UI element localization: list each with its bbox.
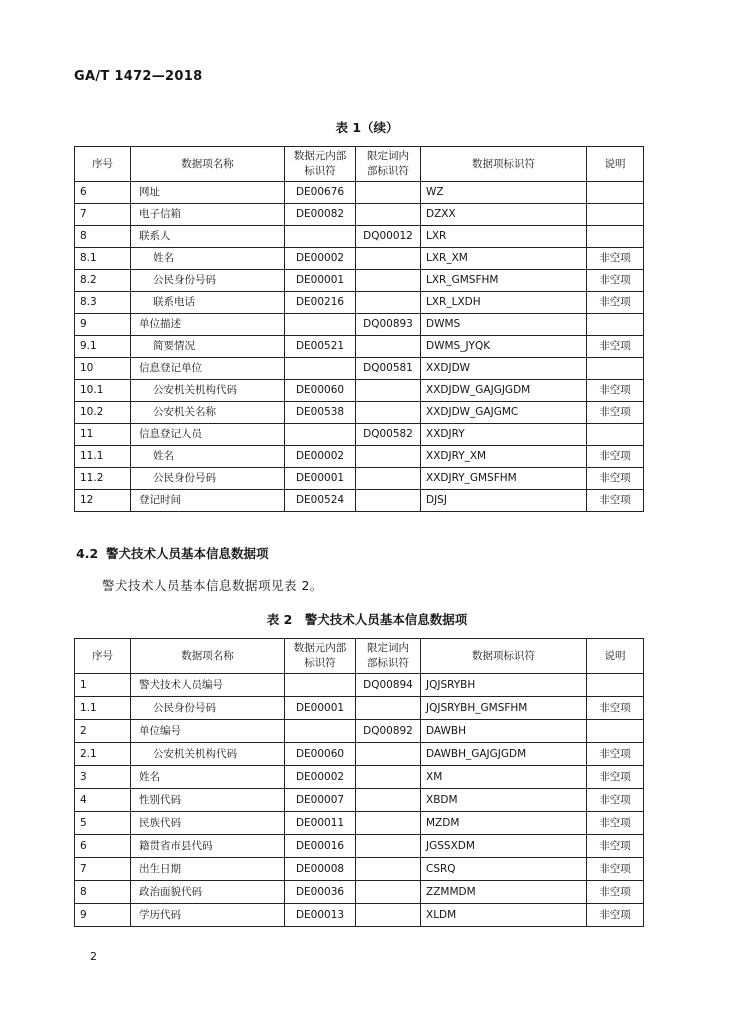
cell-name: 性别代码 xyxy=(131,789,285,812)
cell-dq-id xyxy=(356,812,421,835)
cell-de-id: DE00082 xyxy=(285,204,356,226)
cell-note: 非空项 xyxy=(587,697,644,720)
cell-de-id xyxy=(285,314,356,336)
cell-de-id: DE00013 xyxy=(285,904,356,927)
cell-seq: 11 xyxy=(75,424,131,446)
cell-seq: 8 xyxy=(75,881,131,904)
cell-de-id xyxy=(285,226,356,248)
cell-seq: 8.3 xyxy=(75,292,131,314)
table-row xyxy=(75,812,644,835)
cell-de-id: DE00008 xyxy=(285,858,356,881)
cell-de-id xyxy=(285,674,356,697)
cell-name: 联系人 xyxy=(131,226,285,248)
cell-note: 非空项 xyxy=(587,292,644,314)
cell-dq-id xyxy=(356,858,421,881)
cell-dq-id xyxy=(356,270,421,292)
cell-name: 姓名 xyxy=(131,766,285,789)
cell-note xyxy=(587,674,644,697)
cell-item-id: MZDM xyxy=(421,812,587,835)
cell-dq-id xyxy=(356,292,421,314)
cell-dq-id xyxy=(356,743,421,766)
header-dq: 限定词内 部标识符 xyxy=(356,147,421,182)
cell-seq: 2.1 xyxy=(75,743,131,766)
table-header-row xyxy=(75,147,644,182)
cell-item-id: DAWBH_GAJGJGDM xyxy=(421,743,587,766)
cell-de-id: DE00016 xyxy=(285,835,356,858)
cell-name: 政治面貌代码 xyxy=(131,881,285,904)
section-heading xyxy=(76,544,269,562)
section-number: 4.2 xyxy=(76,546,99,561)
table-row xyxy=(75,674,644,697)
cell-seq: 7 xyxy=(75,858,131,881)
cell-note: 非空项 xyxy=(587,904,644,927)
cell-de-id: DE00002 xyxy=(285,766,356,789)
cell-dq-id xyxy=(356,380,421,402)
cell-item-id: DJSJ xyxy=(421,490,587,512)
cell-dq-id xyxy=(356,490,421,512)
cell-dq-id xyxy=(356,835,421,858)
cell-name: 警犬技术人员编号 xyxy=(131,674,285,697)
cell-seq: 10.1 xyxy=(75,380,131,402)
cell-item-id: JQJSRYBH xyxy=(421,674,587,697)
header-seq: 序号 xyxy=(75,639,131,674)
table2 xyxy=(74,638,644,927)
table-row xyxy=(75,358,644,380)
cell-item-id: JGSSXDM xyxy=(421,835,587,858)
table-row xyxy=(75,468,644,490)
cell-note: 非空项 xyxy=(587,766,644,789)
cell-item-id: DAWBH xyxy=(421,720,587,743)
cell-note: 非空项 xyxy=(587,402,644,424)
cell-de-id: DE00524 xyxy=(285,490,356,512)
cell-seq: 8.1 xyxy=(75,248,131,270)
cell-note: 非空项 xyxy=(587,858,644,881)
cell-note xyxy=(587,204,644,226)
cell-de-id: DE00060 xyxy=(285,743,356,766)
table-row xyxy=(75,789,644,812)
cell-note xyxy=(587,182,644,204)
cell-note: 非空项 xyxy=(587,468,644,490)
cell-note xyxy=(587,226,644,248)
cell-dq-id xyxy=(356,697,421,720)
cell-note: 非空项 xyxy=(587,881,644,904)
cell-item-id: DZXX xyxy=(421,204,587,226)
cell-de-id: DE00002 xyxy=(285,248,356,270)
cell-item-id: LXR_XM xyxy=(421,248,587,270)
cell-item-id: ZZMMDM xyxy=(421,881,587,904)
cell-name: 信息登记人员 xyxy=(131,424,285,446)
cell-name: 籍贯省市县代码 xyxy=(131,835,285,858)
cell-de-id: DE00001 xyxy=(285,468,356,490)
cell-dq-id xyxy=(356,789,421,812)
cell-item-id: XXDJRY_GMSFHM xyxy=(421,468,587,490)
table-row xyxy=(75,743,644,766)
table-row xyxy=(75,380,644,402)
table-row xyxy=(75,490,644,512)
cell-item-id: CSRQ xyxy=(421,858,587,881)
cell-note: 非空项 xyxy=(587,743,644,766)
table-row xyxy=(75,402,644,424)
cell-dq-id xyxy=(356,446,421,468)
cell-de-id: DE00007 xyxy=(285,789,356,812)
table-row xyxy=(75,766,644,789)
cell-item-id: DWMS xyxy=(421,314,587,336)
table-row xyxy=(75,835,644,858)
cell-item-id: XXDJRY_XM xyxy=(421,446,587,468)
cell-item-id: LXR xyxy=(421,226,587,248)
cell-de-id: DE00011 xyxy=(285,812,356,835)
cell-dq-id: DQ00012 xyxy=(356,226,421,248)
cell-de-id: DE00001 xyxy=(285,270,356,292)
cell-de-id xyxy=(285,424,356,446)
header-de: 数据元内部 标识符 xyxy=(285,147,356,182)
cell-seq: 10 xyxy=(75,358,131,380)
cell-de-id: DE00216 xyxy=(285,292,356,314)
cell-seq: 10.2 xyxy=(75,402,131,424)
cell-item-id: XXDJRY xyxy=(421,424,587,446)
cell-seq: 9.1 xyxy=(75,336,131,358)
cell-name: 民族代码 xyxy=(131,812,285,835)
cell-name: 出生日期 xyxy=(131,858,285,881)
cell-note: 非空项 xyxy=(587,835,644,858)
cell-item-id: JQJSRYBH_GMSFHM xyxy=(421,697,587,720)
cell-note: 非空项 xyxy=(587,248,644,270)
table-row xyxy=(75,204,644,226)
cell-seq: 9 xyxy=(75,314,131,336)
section-paragraph: 警犬技术人员基本信息数据项见表 2。 xyxy=(102,578,323,593)
table1 xyxy=(74,146,644,512)
cell-name: 公安机关名称 xyxy=(131,402,285,424)
cell-name: 公安机关机构代码 xyxy=(131,380,285,402)
cell-dq-id xyxy=(356,766,421,789)
section-title: 警犬技术人员基本信息数据项 xyxy=(106,546,269,561)
cell-seq: 6 xyxy=(75,835,131,858)
cell-name: 联系电话 xyxy=(131,292,285,314)
table-row xyxy=(75,270,644,292)
cell-note xyxy=(587,720,644,743)
cell-dq-id: DQ00581 xyxy=(356,358,421,380)
cell-seq: 5 xyxy=(75,812,131,835)
cell-seq: 7 xyxy=(75,204,131,226)
cell-seq: 11.2 xyxy=(75,468,131,490)
cell-name: 学历代码 xyxy=(131,904,285,927)
cell-seq: 8.2 xyxy=(75,270,131,292)
cell-dq-id xyxy=(356,402,421,424)
cell-name: 单位描述 xyxy=(131,314,285,336)
cell-note: 非空项 xyxy=(587,446,644,468)
cell-name: 姓名 xyxy=(131,446,285,468)
cell-note: 非空项 xyxy=(587,336,644,358)
cell-name: 简要情况 xyxy=(131,336,285,358)
cell-note: 非空项 xyxy=(587,270,644,292)
table-row xyxy=(75,720,644,743)
cell-name: 公民身份号码 xyxy=(131,270,285,292)
table-row xyxy=(75,446,644,468)
header-id: 数据项标识符 xyxy=(421,147,587,182)
table2-caption: 表 2 警犬技术人员基本信息数据项 xyxy=(266,612,468,627)
cell-name: 公民身份号码 xyxy=(131,468,285,490)
cell-item-id: XXDJDW_GAJGMC xyxy=(421,402,587,424)
cell-de-id: DE00521 xyxy=(285,336,356,358)
table-row xyxy=(75,424,644,446)
table-row xyxy=(75,881,644,904)
header-note: 说明 xyxy=(587,639,644,674)
table-row xyxy=(75,314,644,336)
cell-de-id: DE00036 xyxy=(285,881,356,904)
cell-seq: 11.1 xyxy=(75,446,131,468)
cell-dq-id xyxy=(356,336,421,358)
cell-de-id: DE00001 xyxy=(285,697,356,720)
table-row xyxy=(75,904,644,927)
cell-seq: 2 xyxy=(75,720,131,743)
cell-name: 登记时间 xyxy=(131,490,285,512)
cell-name: 姓名 xyxy=(131,248,285,270)
cell-note: 非空项 xyxy=(587,490,644,512)
cell-note xyxy=(587,314,644,336)
cell-dq-id: DQ00894 xyxy=(356,674,421,697)
cell-item-id: XM xyxy=(421,766,587,789)
cell-seq: 1.1 xyxy=(75,697,131,720)
cell-item-id: XBDM xyxy=(421,789,587,812)
cell-item-id: LXR_GMSFHM xyxy=(421,270,587,292)
cell-dq-id xyxy=(356,468,421,490)
cell-note xyxy=(587,424,644,446)
cell-seq: 4 xyxy=(75,789,131,812)
table-row xyxy=(75,336,644,358)
table-row xyxy=(75,292,644,314)
cell-item-id: LXR_LXDH xyxy=(421,292,587,314)
cell-name: 公民身份号码 xyxy=(131,697,285,720)
cell-name: 网址 xyxy=(131,182,285,204)
header-dq: 限定词内 部标识符 xyxy=(356,639,421,674)
cell-de-id: DE00538 xyxy=(285,402,356,424)
page-number: 2 xyxy=(90,950,97,963)
cell-dq-id: DQ00893 xyxy=(356,314,421,336)
cell-de-id: DE00676 xyxy=(285,182,356,204)
table-row xyxy=(75,858,644,881)
header-note: 说明 xyxy=(587,147,644,182)
header-name: 数据项名称 xyxy=(131,147,285,182)
cell-seq: 8 xyxy=(75,226,131,248)
table1-caption: 表 1（续） xyxy=(335,120,399,135)
header-id: 数据项标识符 xyxy=(421,639,587,674)
cell-item-id: XXDJDW_GAJGJGDM xyxy=(421,380,587,402)
table-header-row xyxy=(75,639,644,674)
cell-note: 非空项 xyxy=(587,789,644,812)
table-row xyxy=(75,248,644,270)
table-row xyxy=(75,226,644,248)
cell-de-id xyxy=(285,720,356,743)
cell-seq: 9 xyxy=(75,904,131,927)
cell-item-id: DWMS_JYQK xyxy=(421,336,587,358)
cell-name: 单位编号 xyxy=(131,720,285,743)
cell-seq: 3 xyxy=(75,766,131,789)
cell-dq-id xyxy=(356,248,421,270)
cell-item-id: XXDJDW xyxy=(421,358,587,380)
cell-seq: 6 xyxy=(75,182,131,204)
header-de: 数据元内部 标识符 xyxy=(285,639,356,674)
cell-item-id: XLDM xyxy=(421,904,587,927)
cell-note: 非空项 xyxy=(587,380,644,402)
cell-dq-id xyxy=(356,204,421,226)
cell-seq: 12 xyxy=(75,490,131,512)
cell-de-id: DE00060 xyxy=(285,380,356,402)
table-row xyxy=(75,697,644,720)
header-name: 数据项名称 xyxy=(131,639,285,674)
cell-dq-id: DQ00582 xyxy=(356,424,421,446)
standard-code: GA/T 1472—2018 xyxy=(74,69,203,84)
cell-item-id: WZ xyxy=(421,182,587,204)
cell-name: 公安机关机构代码 xyxy=(131,743,285,766)
cell-dq-id xyxy=(356,904,421,927)
cell-de-id: DE00002 xyxy=(285,446,356,468)
cell-note: 非空项 xyxy=(587,812,644,835)
cell-note xyxy=(587,358,644,380)
cell-seq: 1 xyxy=(75,674,131,697)
cell-dq-id xyxy=(356,881,421,904)
cell-name: 信息登记单位 xyxy=(131,358,285,380)
header-seq: 序号 xyxy=(75,147,131,182)
cell-de-id xyxy=(285,358,356,380)
cell-dq-id xyxy=(356,182,421,204)
table-row xyxy=(75,182,644,204)
cell-dq-id: DQ00892 xyxy=(356,720,421,743)
cell-name: 电子信箱 xyxy=(131,204,285,226)
